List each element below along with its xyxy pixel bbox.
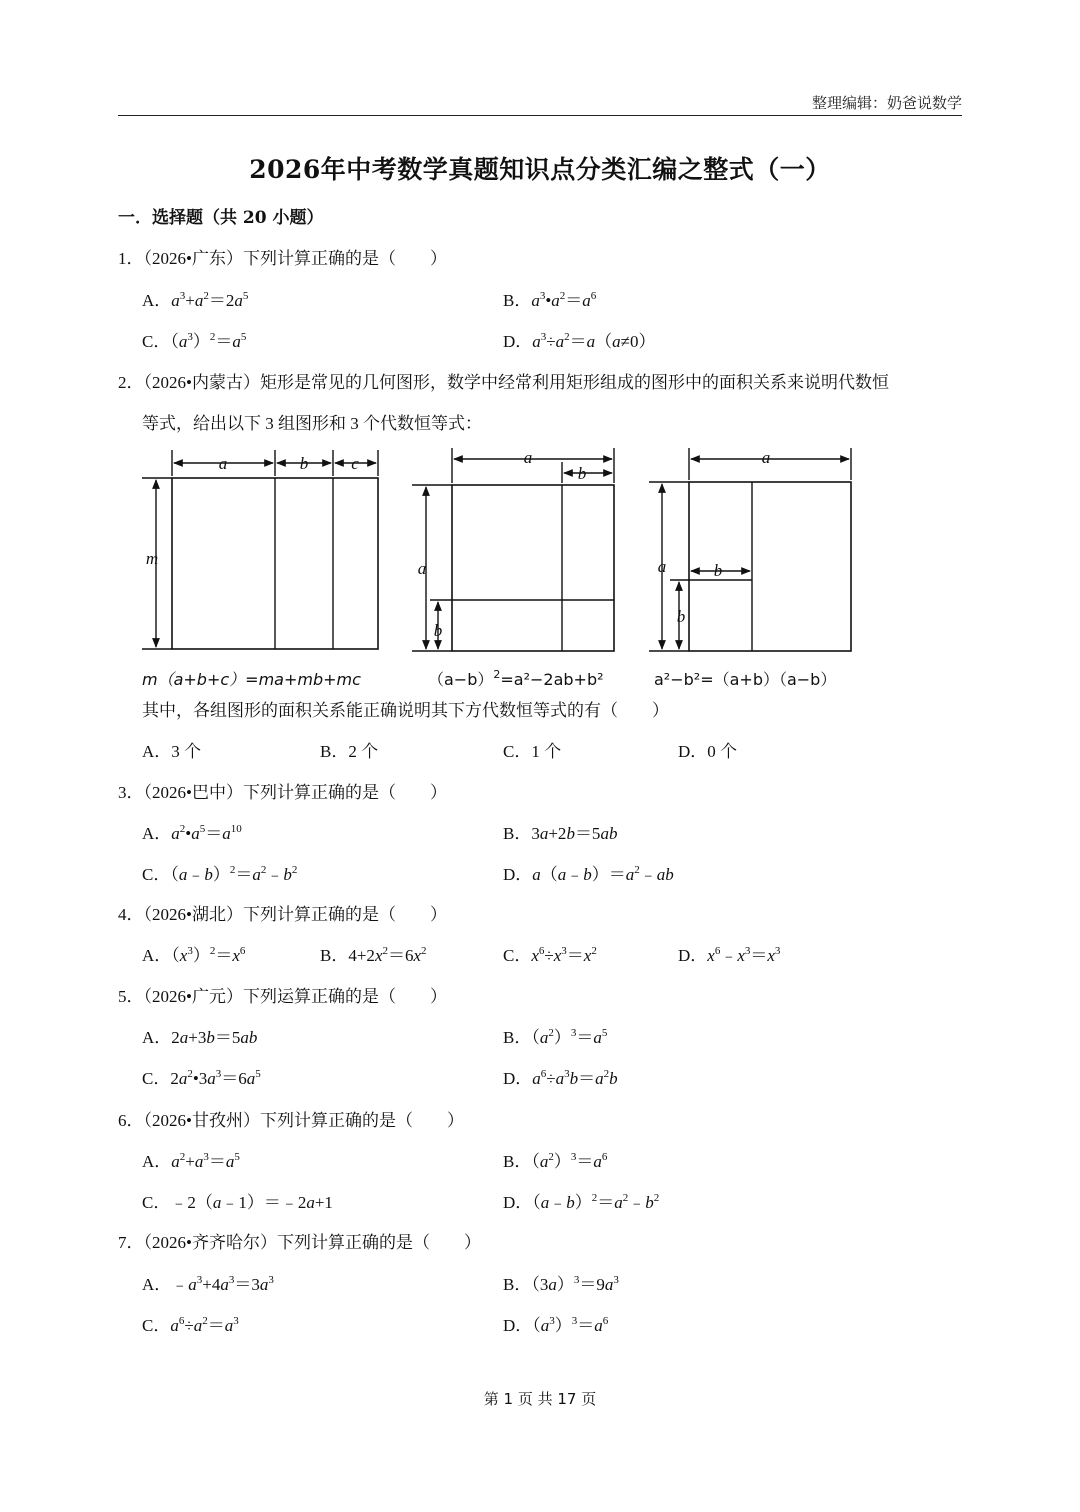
q5-option-d[interactable]: D．$a^6\div a^3b=a^2b$ [503, 1068, 618, 1088]
q2-option-b[interactable]: B．2 个 [320, 742, 379, 761]
q2-option-a[interactable]: A．3 个 [142, 742, 202, 761]
q6-stem: 6．（2026•甘孜州）下列计算正确的是（ ） [118, 1111, 464, 1130]
page-title: 2026年中考数学真题知识点分类汇编之整式（一） [249, 155, 831, 184]
fig3-caption: a²−b²=（a+b）（a−b） [654, 670, 837, 689]
q2-stem-line1: 2．（2026•内蒙古）矩形是常见的几何图形，数学中经常利用矩形组成的图形中的面积关系来说明代数恒 [118, 373, 889, 392]
q5-option-a[interactable]: A．2a+3b＝5ab [142, 1028, 258, 1047]
fig2-label-b-top: b [577, 464, 587, 483]
fig2-label-a-left: a [417, 559, 427, 578]
q1-option-a[interactable]: A．$a^3+a^2=2a^5$ [142, 290, 249, 310]
q2-figures [130, 440, 870, 695]
q1-option-c[interactable]: C．$(a^3)^2=a^5$ [142, 331, 247, 351]
q3-option-b[interactable]: B．3a+2b＝5ab [503, 824, 618, 843]
fig1-label-c: c [351, 454, 359, 473]
q7-stem: 7．（2026•齐齐哈尔）下列计算正确的是（ ） [118, 1233, 481, 1252]
header-divider [118, 115, 962, 116]
fig1-label-m: m [145, 549, 159, 568]
figure-1 [142, 450, 378, 649]
q3-stem: 3．（2026•巴中）下列计算正确的是（ ） [118, 783, 447, 802]
q5-option-b[interactable]: B．$(a^2)^3=a^5$ [503, 1027, 608, 1047]
q3-option-d[interactable]: D．$a(a﹣b)=a^2﹣ab$ [503, 864, 674, 884]
fig2-caption: $(a-b)^2=a^2-2ab+b^2$ [428, 668, 604, 689]
q7-option-d[interactable]: D．$(a^3)^3=a^6$ [503, 1315, 609, 1335]
q1-option-d[interactable]: D．$a^3\div a^2=a(a\ne 0)$ [503, 331, 656, 351]
q7-option-a[interactable]: A．$﹣a^3+4a^3=3a^3$ [142, 1274, 274, 1294]
q7-option-b[interactable]: B．$(3a)^3=9a^3$ [503, 1274, 619, 1294]
q4-option-d[interactable]: D．$x^6﹣x^3=x^3$ [678, 945, 781, 965]
q6-option-d[interactable]: D．$(a﹣b)^2=a^2﹣b^2$ [503, 1192, 660, 1212]
fig3-label-a-left: a [657, 557, 667, 576]
fig3-label-b-left: b [676, 607, 686, 626]
q1-option-b[interactable]: B．$a^3•a^2=a^6$ [503, 290, 597, 310]
q5-stem: 5．（2026•广元）下列运算正确的是（ ） [118, 987, 447, 1006]
q2-option-c[interactable]: C．1 个 [503, 742, 562, 761]
fig1-label-a: a [218, 454, 228, 473]
q5-option-c[interactable]: C．$2a^2•3a^3=6a^5$ [142, 1068, 261, 1088]
section-heading: 一．选择题（共 20 小题） [118, 208, 324, 228]
q2-question: 其中，各组图形的面积关系能正确说明其下方代数恒等式的有（ ） [142, 701, 669, 720]
page-footer: 第 1 页 共 17 页 [483, 1390, 597, 1408]
fig2-label-a-top: a [523, 448, 533, 467]
q1-stem: 1．（2026•广东）下列计算正确的是（ ） [118, 249, 447, 268]
fig3-label-a-top: a [761, 448, 771, 467]
q4-option-c[interactable]: C．$x^6\div x^3=x^2$ [503, 945, 597, 965]
q6-option-a[interactable]: A．$a^2+a^3=a^5$ [142, 1151, 240, 1171]
fig1-caption: m（a+b+c）=ma+mb+mc [142, 670, 361, 689]
q3-option-a[interactable]: A．$a^2•a^5=a^{10}$ [142, 823, 242, 843]
fig2-label-b-left: b [433, 621, 443, 640]
q2-stem-line2: 等式，给出以下 3 组图形和 3 个代数恒等式： [142, 414, 482, 433]
q6-option-c[interactable]: C．﹣2（a﹣1）＝﹣2a+1 [142, 1193, 333, 1212]
q2-figures-svg [130, 440, 870, 695]
q3-option-c[interactable]: C．$(a﹣b)^2=a^2﹣b^2$ [142, 864, 298, 884]
q4-stem: 4．（2026•湖北）下列计算正确的是（ ） [118, 905, 447, 924]
q4-option-a[interactable]: A．$(x^3)^2=x^6$ [142, 945, 246, 965]
q2-option-d[interactable]: D．0 个 [678, 742, 738, 761]
q6-option-b[interactable]: B．$(a^2)^3=a^6$ [503, 1151, 608, 1171]
q7-option-c[interactable]: C．$a^6\div a^2=a^3$ [142, 1315, 239, 1335]
fig3-label-b-mid: b [713, 561, 723, 580]
header-editor: 整理编辑：奶爸说数学 [811, 94, 962, 112]
q4-option-b[interactable]: B．$4+2x^2=6x^2$ [320, 945, 427, 965]
fig1-label-b: b [299, 454, 309, 473]
